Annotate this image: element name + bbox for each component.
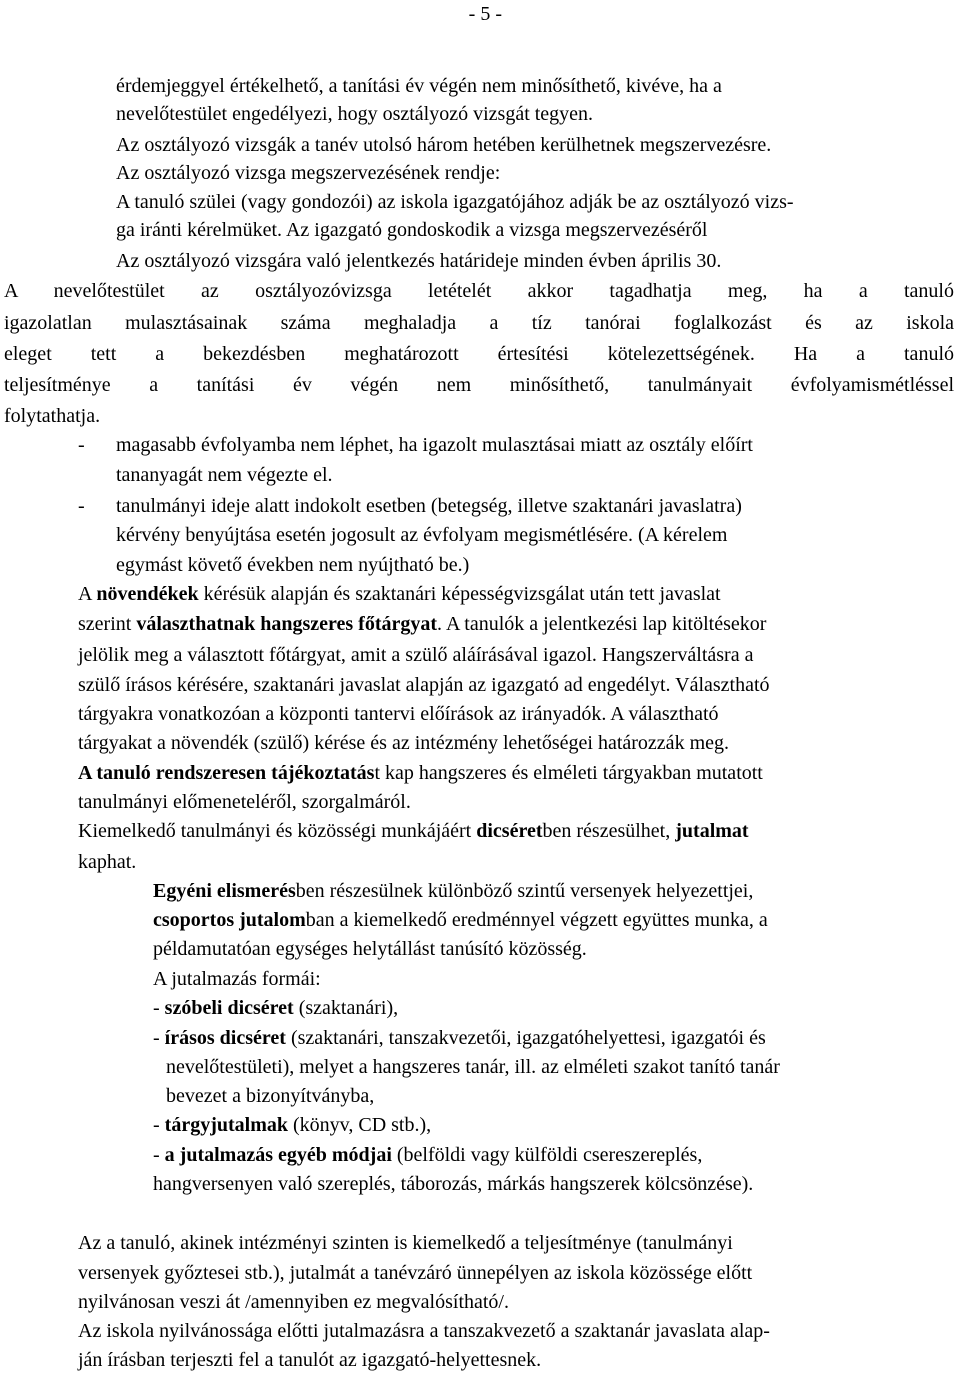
text-line: tárgyakra vonatkozóan a központi tantervi előírások az irányadók. A választható — [78, 703, 719, 725]
text-line: bevezet a bizonyítványba, — [166, 1085, 375, 1107]
text-line: tárgyakat a növendék (szülő) kérése és az intézmény lehetőségei határozzák meg. — [78, 732, 729, 754]
text-line: szülő írásos kérésére, szaktanári javaslat alapján az igazgató ad engedélyt. Választható — [78, 674, 770, 696]
list-item: - a jutalmazás egyéb módjai (belföldi vagy külföldi csereszereplés, — [153, 1144, 703, 1166]
bullet-line: tananyagát nem végezte el. — [116, 464, 333, 486]
text-line: ga iránti kérelmüket. Az igazgató gondoskodik a vizsga megszervezéséről — [116, 219, 708, 241]
text-line: tanulmányi előmeneteléről, szorgalmáról. — [78, 791, 411, 813]
bullet-line: kérvény benyújtása esetén jogosult az évfolyam megismétlésére. (A kérelem — [116, 524, 728, 546]
text-line: szerint választhatnak hangszeres főtárgyat. A tanulók a jelentkezési lap kitöltésekor — [78, 613, 767, 635]
text-line: A tanuló rendszeresen tájékoztatást kap hangszeres és elméleti tárgyakban mutatott — [78, 762, 763, 784]
text-line: ján írásban terjeszti fel a tanulót az igazgató-helyettesnek. — [78, 1349, 542, 1371]
text-line: Az osztályozó vizsgák a tanév utolsó három hetében kerülhetnek megszervezésre. — [116, 134, 772, 156]
text-line: kaphat. — [78, 851, 137, 873]
text-line: hangversenyen való szereplés, táborozás, márkás hangszerek kölcsönzése). — [153, 1173, 754, 1195]
text-line: Az a tanuló, akinek intézményi szinten is kiemelkedő a teljesítménye (tanulmányi — [78, 1232, 733, 1254]
list-item: - szóbeli dicséret (szaktanári), — [153, 997, 399, 1019]
bullet-line: magasabb évfolyamba nem léphet, ha igazolt mulasztásai miatt az osztály előírt — [116, 434, 753, 456]
paragraph-line: A nevelőtestület az osztályozóvizsga letételét akkor tagadhatja meg, ha a tanuló — [4, 280, 954, 302]
text-line: Kiemelkedő tanulmányi és közösségi munkájáért dicséretben részesülhet, jutalmat — [78, 820, 749, 842]
bullet-dash: - — [78, 434, 85, 456]
paragraph-line: folytathatja. — [4, 405, 101, 427]
text-line: A jutalmazás formái: — [153, 968, 321, 990]
text-line: nevelőtestület engedélyezi, hogy osztályozó vizsgát tegyen. — [116, 103, 594, 125]
text-line: versenyek győztesei stb.), jutalmát a tanévzáró ünnepélyen az iskola közössége előtt — [78, 1262, 753, 1284]
bullet-dash: - — [78, 495, 85, 517]
bullet-line: tanulmányi ideje alatt indokolt esetben (betegség, illetve szaktanári javaslatra) — [116, 495, 742, 517]
text-line: jelölik meg a választott főtárgyat, amit a szülő aláírásával igazol. Hangszerváltásra a — [78, 644, 754, 666]
page-number: - 5 - — [468, 3, 502, 25]
text-line: Az osztályozó vizsgára való jelentkezés határideje minden évben április 30. — [116, 250, 722, 272]
text-line: A tanuló szülei (vagy gondozói) az iskola igazgatójához adják be az osztályozó vizs- — [116, 191, 794, 213]
paragraph-line: eleget tett a bekezdésben meghatározott értesítési kötelezettségének. Ha a tanuló — [4, 343, 954, 365]
text-line: érdemjeggyel értékelhető, a tanítási év végén nem minősíthető, kivéve, ha a — [116, 75, 722, 97]
text-line: Az iskola nyilvánossága előtti jutalmazásra a tanszakvezető a szaktanár javaslata alap- — [78, 1320, 770, 1342]
text-line: A növendékek kérésük alapján és szaktanári képességvizsgálat után tett javaslat — [78, 583, 721, 605]
text-line: Az osztályozó vizsga megszervezésének rendje: — [116, 162, 501, 184]
text-line: Egyéni elismerésben részesülnek különböző szintű versenyek helyezettjei, — [153, 880, 754, 902]
bullet-line: egymást követő években nem nyújtható be.) — [116, 554, 470, 576]
list-item: - tárgyjutalmak (könyv, CD stb.), — [153, 1114, 432, 1136]
text-line: csoportos jutalomban a kiemelkedő eredménnyel végzett együttes munka, a — [153, 909, 768, 931]
list-item: - írásos dicséret (szaktanári, tanszakvezetői, igazgatóhelyettesi, igazgatói és — [153, 1027, 766, 1049]
text-line: példamutatóan egységes helytállást tanúsító közösség. — [153, 938, 587, 960]
paragraph-line: teljesítménye a tanítási év végén nem minősíthető, tanulmányait évfolyamismétléssel — [4, 374, 954, 396]
text-line: nyilvánosan veszi át /amennyiben ez megvalósítható/. — [78, 1291, 509, 1313]
paragraph-line: igazolatlan mulasztásainak száma meghaladja a tíz tanórai foglalkozást és az iskola — [4, 312, 954, 334]
text-line: nevelőtestületi), melyet a hangszeres tanár, ill. az elméleti szakot tanító tanár — [166, 1056, 780, 1078]
